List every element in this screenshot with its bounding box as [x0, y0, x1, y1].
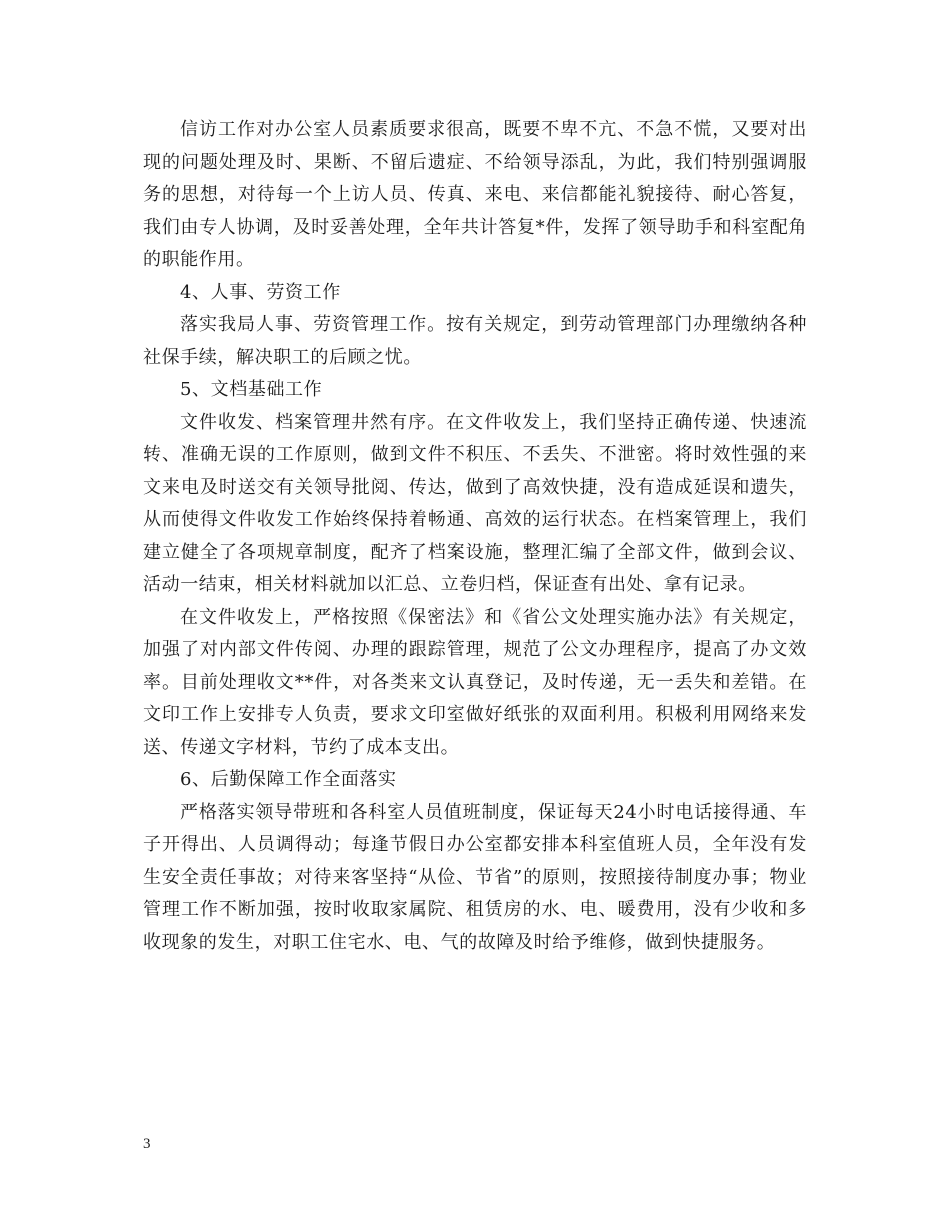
- paragraph-personnel-labor: 落实我局人事、劳资管理工作。按有关规定，到劳动管理部门办理缴纳各种社保手续，解决职工的后顾之忧。: [143, 314, 807, 368]
- paragraph-document-dispatch: 在文件收发上，严格按照《保密法》和《省公文处理实施办法》有关规定，加强了对内部文件传阅、办理的跟踪管理，规范了公文办理程序，提高了办文效率。目前处理收文**件，对各类来文认真登记，及时传递，无一丢失和差错。在文印工作上安排专人负责，要求文印室做好纸张的双面利用。积极利用网络来发送、传递文字材料，节约了成本支出。: [143, 606, 807, 758]
- heading-document-archive: 5、文档基础工作: [180, 379, 323, 400]
- paragraph-logistics: 严格落实领导带班和各科室人员值班制度，保证每天24小时电话接得通、车子开得出、人员调得动；每逢节假日办公室都安排本科室值班人员，全年没有发生安全责任事故；对待来客坚持“从俭、节省”的原则，按照接待制度办事；物业管理工作不断加强，按时收取家属院、租赁房的水、电、暖费用，没有少收和多收现象的发生，对职工住宅水、电、气的故障及时给予维修，做到快捷服务。: [143, 801, 807, 953]
- document-body: [143, 114, 807, 959]
- page-number: 3: [143, 1136, 151, 1152]
- paragraph-petition-work: 信访工作对办公室人员素质要求很高，既要不卑不亢、不急不慌，又要对出现的问题处理及时、果断、不留后遗症、不给领导添乱，为此，我们特别强调服务的思想，对待每一个上访人员、传真、来电、来信都能礼貌接待、耐心答复，我们由专人协调，及时妥善处理，全年共计答复*件，发挥了领导助手和科室配角的职能作用。: [143, 119, 807, 270]
- heading-personnel-labor: 4、人事、劳资工作: [180, 281, 341, 303]
- paragraph-document-archive: 文件收发、档案管理井然有序。在文件收发上，我们坚持正确传递、快速流转、准确无误的工作原则，做到文件不积压、不丢失、不泄密。将时效性强的来文来电及时送交有关领导批阅、传达，做到了高效快捷，没有造成延误和遗失，从而使得文件收发工作始终保持着畅通、高效的运行状态。在档案管理上，我们建立健全了各项规章制度，配齐了档案设施，整理汇编了全部文件，做到会议、活动一结束，相关材料就加以汇总、立卷归档，保证查有出处、拿有记录。: [143, 411, 807, 595]
- heading-logistics: 6、后勤保障工作全面落实: [180, 769, 397, 790]
